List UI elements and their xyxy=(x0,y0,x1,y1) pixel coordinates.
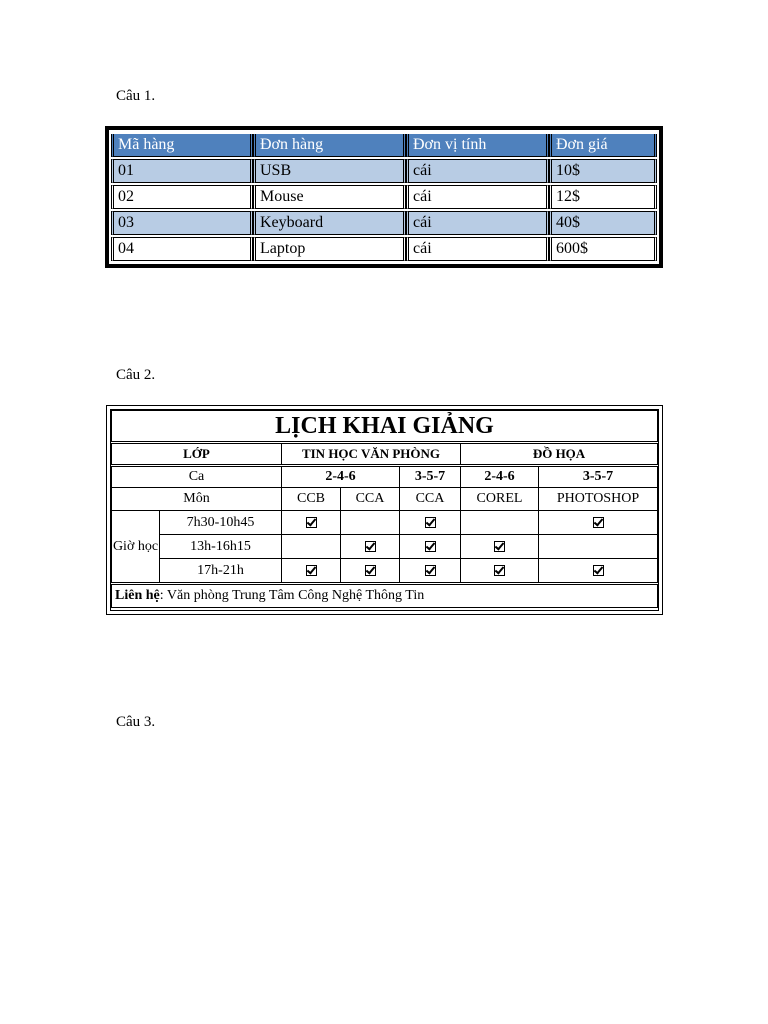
time-row xyxy=(112,511,658,535)
ca-value: 3-5-7 xyxy=(539,466,658,488)
contact-text: : Văn phòng Trung Tâm Công Nghệ Thông Tin xyxy=(159,588,425,603)
cell-code: 01 xyxy=(111,159,253,183)
check-cell xyxy=(282,511,341,535)
checkbox-checked-icon xyxy=(306,565,317,576)
schedule-title: LỊCH KHAI GIẢNG xyxy=(112,411,658,443)
check-cell xyxy=(400,511,461,535)
cell-item: Laptop xyxy=(253,237,406,261)
ca-value: 2-4-6 xyxy=(282,466,400,488)
checkbox-checked-icon xyxy=(365,565,376,576)
check-cell xyxy=(539,559,658,584)
checkbox-checked-icon xyxy=(425,517,436,528)
cell-price: 40$ xyxy=(549,211,657,235)
cell-item: USB xyxy=(253,159,406,183)
check-cell xyxy=(461,535,539,559)
header-don-gia: Đơn giá xyxy=(549,134,657,157)
cell-item: Keyboard xyxy=(253,211,406,235)
ca-label: Ca xyxy=(112,466,282,488)
course-name: PHOTOSHOP xyxy=(539,488,658,511)
check-cell xyxy=(341,535,400,559)
contact-line xyxy=(112,584,658,608)
check-cell xyxy=(282,535,341,559)
checkbox-checked-icon xyxy=(365,541,376,552)
table-header-row xyxy=(111,134,657,157)
cell-code: 02 xyxy=(111,185,253,209)
checkbox-checked-icon xyxy=(494,541,505,552)
check-cell xyxy=(539,535,658,559)
course-name: CCA xyxy=(341,488,400,511)
time-row xyxy=(112,535,658,559)
question-1-label: Câu 1. xyxy=(116,88,156,104)
question-2-label: Câu 2. xyxy=(116,367,156,383)
checkbox-checked-icon xyxy=(425,565,436,576)
cell-unit: cái xyxy=(406,159,549,183)
header-don-vi-tinh: Đơn vị tính xyxy=(406,134,549,157)
checkbox-checked-icon xyxy=(593,517,604,528)
check-cell xyxy=(461,511,539,535)
time-slot: 17h-21h xyxy=(160,559,282,584)
cell-code: 04 xyxy=(111,237,253,261)
check-cell xyxy=(461,559,539,584)
course-name: CCB xyxy=(282,488,341,511)
cell-price: 600$ xyxy=(549,237,657,261)
checkbox-checked-icon xyxy=(425,541,436,552)
product-table xyxy=(105,126,663,268)
table-row xyxy=(111,237,657,261)
check-cell xyxy=(341,559,400,584)
cell-unit: cái xyxy=(406,185,549,209)
table-row xyxy=(111,185,657,209)
mon-label: Môn xyxy=(112,488,282,511)
check-cell xyxy=(539,511,658,535)
table-row xyxy=(111,159,657,183)
gio-hoc-label: Giờ học xyxy=(112,511,160,584)
cell-price: 10$ xyxy=(549,159,657,183)
course-name: COREL xyxy=(461,488,539,511)
checkbox-checked-icon xyxy=(593,565,604,576)
ca-value: 3-5-7 xyxy=(400,466,461,488)
check-cell xyxy=(282,559,341,584)
check-cell xyxy=(400,535,461,559)
header-ma-hang: Mã hàng xyxy=(111,134,253,157)
class-header: LỚP xyxy=(112,443,282,466)
check-cell xyxy=(341,511,400,535)
time-slot: 13h-16h15 xyxy=(160,535,282,559)
schedule-table xyxy=(106,405,663,615)
checkbox-checked-icon xyxy=(494,565,505,576)
cell-unit: cái xyxy=(406,211,549,235)
cell-price: 12$ xyxy=(549,185,657,209)
table-row xyxy=(111,211,657,235)
group-office-header: TIN HỌC VĂN PHÒNG xyxy=(282,443,461,466)
ca-value: 2-4-6 xyxy=(461,466,539,488)
cell-unit: cái xyxy=(406,237,549,261)
course-name: CCA xyxy=(400,488,461,511)
contact-label: Liên hệ xyxy=(115,588,160,603)
check-cell xyxy=(400,559,461,584)
question-3-label: Câu 3. xyxy=(116,714,156,730)
cell-code: 03 xyxy=(111,211,253,235)
checkbox-checked-icon xyxy=(306,517,317,528)
cell-item: Mouse xyxy=(253,185,406,209)
time-row xyxy=(112,559,658,584)
time-slot: 7h30-10h45 xyxy=(160,511,282,535)
group-graphics-header: ĐỒ HỌA xyxy=(461,443,658,466)
header-don-hang: Đơn hàng xyxy=(253,134,406,157)
